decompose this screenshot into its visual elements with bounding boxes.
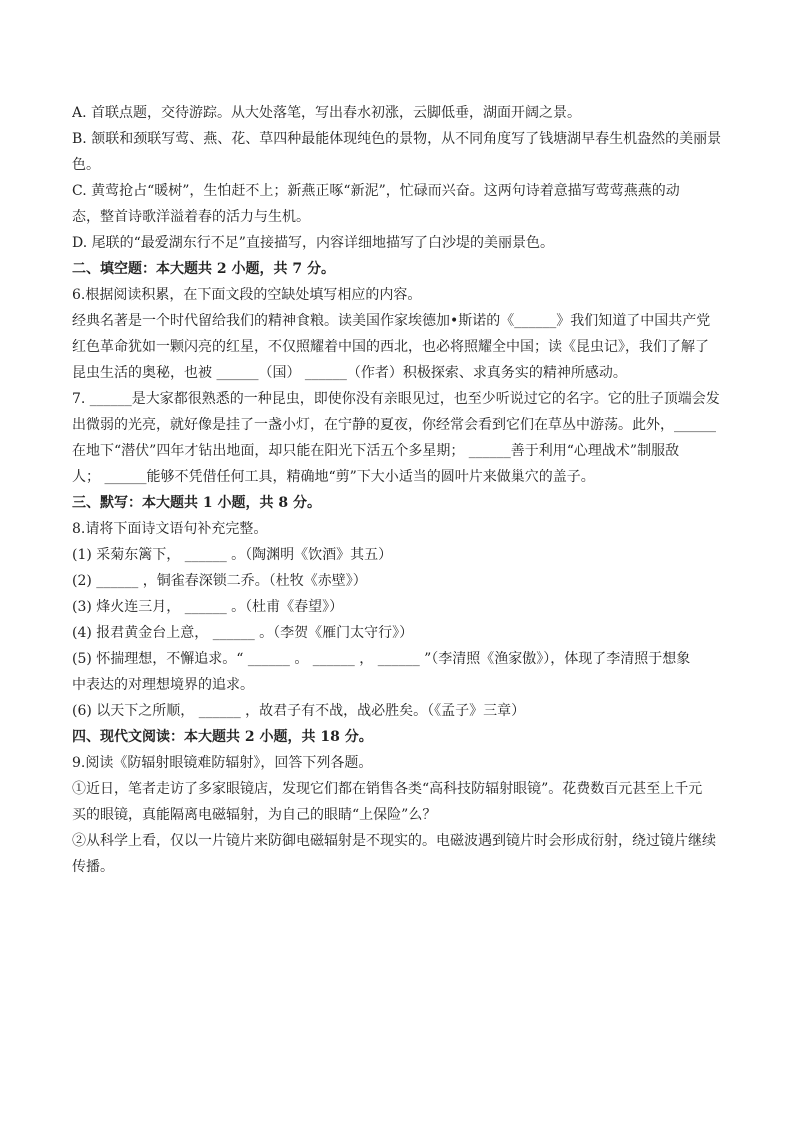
text-line: 经典名著是一个时代留给我们的精神食粮。读美国作家埃德加•斯诺的《______》我们知道了中国共产党 <box>72 313 711 329</box>
section-heading: 二、填空题：本大题共 2 小题，共 7 分。 <box>72 261 335 277</box>
text-line: (4) 报君黄金台上意， ______ 。（李贺《雁门太守行》） <box>72 625 414 641</box>
text-line: 9.阅读《防辐射眼镜难防辐射》，回答下列各题。 <box>72 755 373 771</box>
text-line: 传播。 <box>72 859 114 875</box>
text-line: C. 黄莺抢占“暖树”，生怕赶不上；新燕正啄“新泥”，忙碌而兴奋。这两句诗着意描写莺莺燕燕的动 <box>72 183 680 199</box>
text-line: (3) 烽火连三月， ______ 。（杜甫《春望》） <box>72 599 344 615</box>
text-line: ②从科学上看，仅以一片镜片来防御电磁辐射是不现实的。电磁波遇到镜片时会形成衍射，绕过镜片继续 <box>72 833 716 849</box>
section-heading: 三、默写：本大题共 1 小题，共 8 分。 <box>72 495 321 511</box>
text-line: (5) 怀揣理想，不懈追求。“ ______ 。 ______ ， ______ ”（李清照《渔家傲》），体现了李清照于想象 <box>72 651 691 667</box>
text-line: 出微弱的光亮，就好像是挂了一盏小灯，在宁静的夏夜，你经常会看到它们在草丛中游荡。此外，______ <box>72 417 716 433</box>
text-line: D. 尾联的“最爱湖东行不足”直接描写，内容详细地描写了白沙堤的美丽景色。 <box>72 235 554 251</box>
text-line: 8.请将下面诗文语句补充完整。 <box>72 521 268 537</box>
text-line: 买的眼镜，真能隔离电磁辐射，为自己的眼睛“上保险”么？ <box>72 807 437 823</box>
document-page <box>72 100 722 880</box>
section-heading: 四、现代文阅读：本大题共 2 小题，共 18 分。 <box>72 729 373 745</box>
text-line: 6.根据阅读积累，在下面文段的空缺处填写相应的内容。 <box>72 287 422 303</box>
text-line: 中表达的对理想境界的追求。 <box>72 677 254 693</box>
text-line: 7. ______是大家都很熟悉的一种昆虫，即使你没有亲眼见过，也至少听说过它的名字。它的肚子顶端会发 <box>72 391 720 407</box>
text-line: 红色革命犹如一颗闪亮的红星，不仅照耀着中国的西北，也必将照耀全中国；读《昆虫记》，我们了解了 <box>72 339 709 355</box>
text-line: A. 首联点题，交待游踪。从大处落笔，写出春水初涨，云脚低垂，湖面开阔之景。 <box>72 105 582 121</box>
text-line: 人； ______能够不凭借任何工具，精确地“剪”下大小适当的圆叶片来做巢穴的盖子。 <box>72 469 595 485</box>
text-line: ①近日，笔者走访了多家眼镜店，发现它们都在销售各类“高科技防辐射眼镜”。花费数百元甚至上千元 <box>72 781 703 797</box>
text-line: B. 颔联和颈联写莺、燕、花、草四种最能体现纯色的景物，从不同角度写了钱塘湖早春生机盎然的美丽景 <box>72 131 722 147</box>
text-line: 态，整首诗歌洋溢着春的活力与生机。 <box>72 209 310 225</box>
text-line: (6) 以天下之所顺， ______ ，故君子有不战，战必胜矣。（《孟子》三章） <box>72 703 526 719</box>
text-line: 在地下“潜伏”四年才钻出地面，却只能在阳光下活五个多星期； ______善于利用“心理战术”制服敌 <box>72 443 680 459</box>
text-line: 昆虫生活的奥秘，也被 ______（国） ______（作者）积极探索、求真务实的精神所感动。 <box>72 365 627 381</box>
text-line: 色。 <box>72 157 100 173</box>
text-line: (1) 采菊东篱下， ______ 。（陶渊明《饮酒》其五） <box>72 547 393 563</box>
text-line: (2) ______ ，铜雀春深锁二乔。（杜牧《赤壁》） <box>72 573 367 589</box>
